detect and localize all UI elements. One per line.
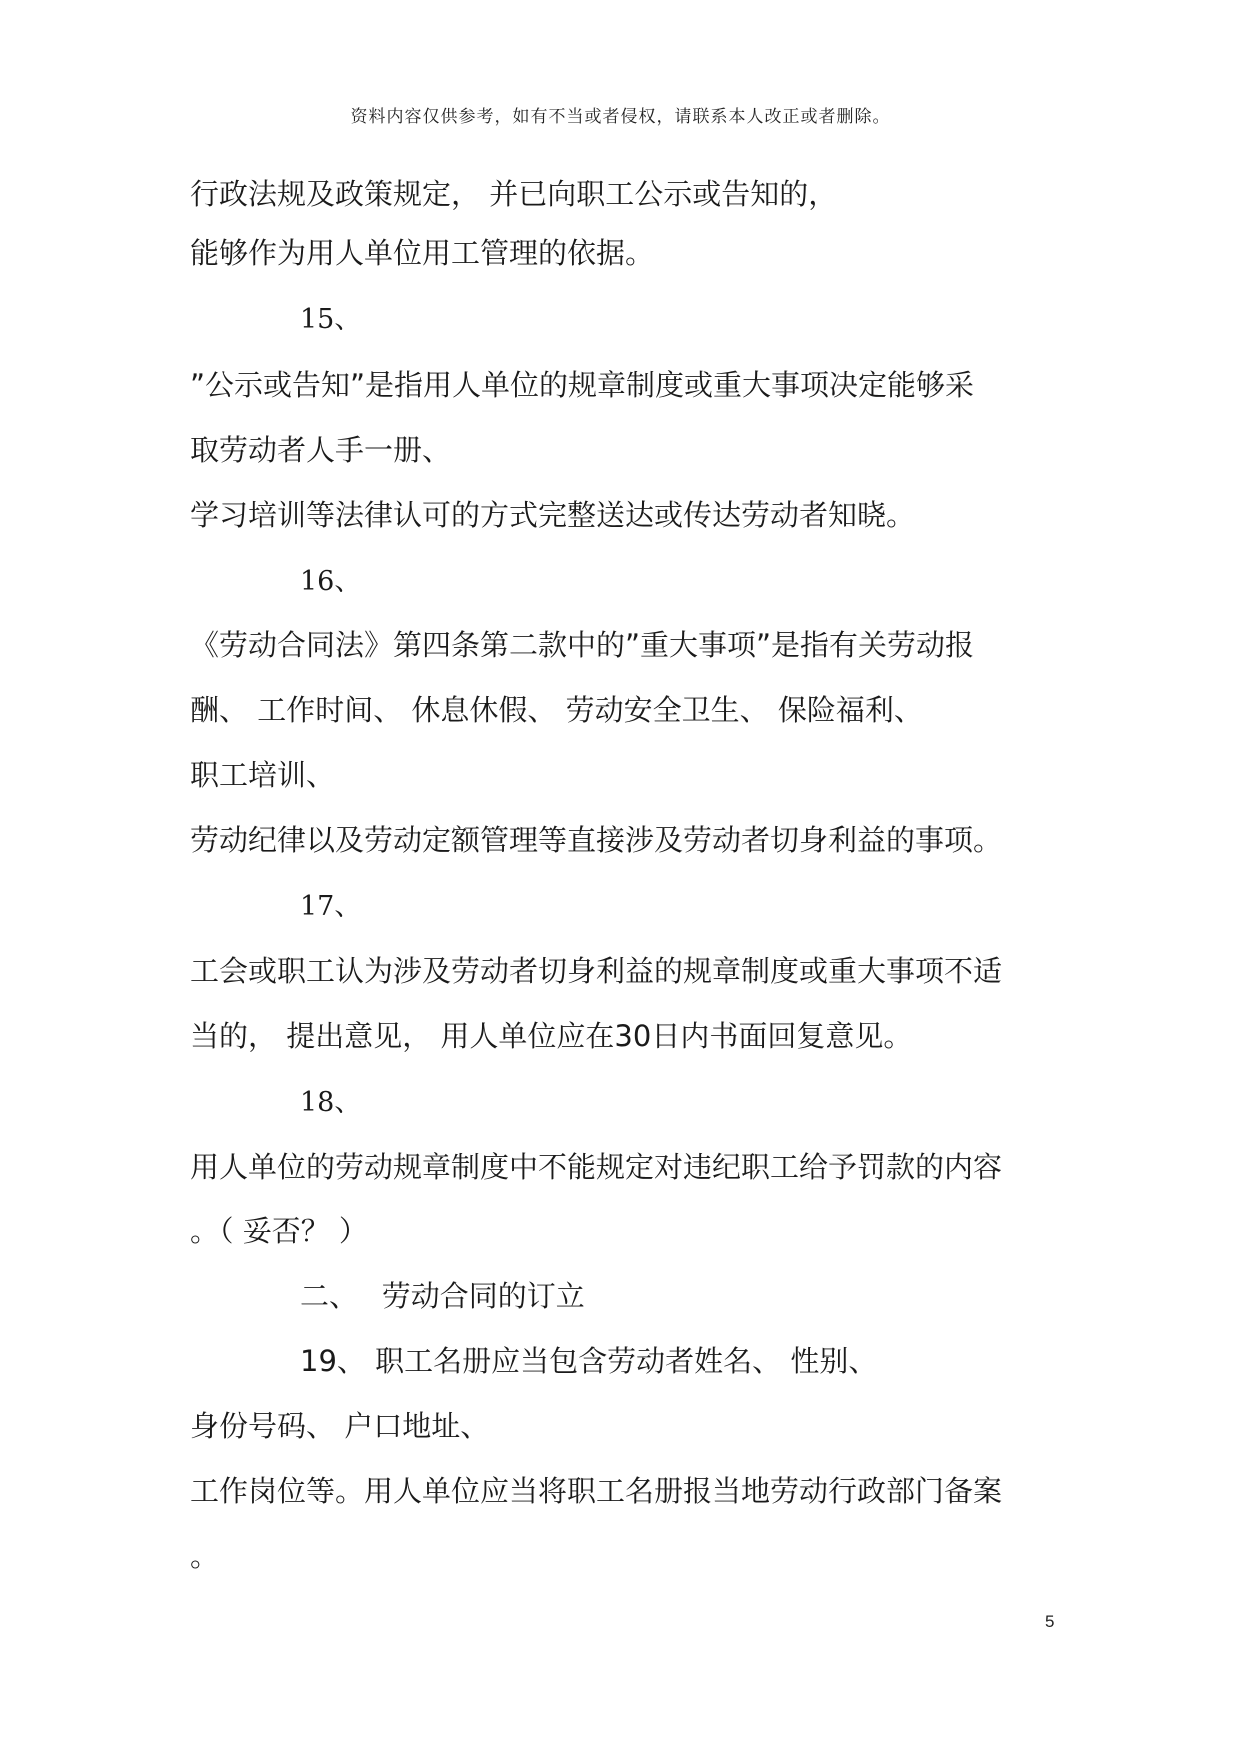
paragraph-line: 身份号码、 户口地址、 (190, 1409, 490, 1443)
page-number: 5 (1045, 1612, 1055, 1631)
paragraph-line: 能够作为用人单位用工管理的依据。 (190, 236, 655, 270)
paragraph-line: 取劳动者人手一册、 (190, 433, 452, 467)
paragraph-line: 《劳动合同法》第四条第二款中的”重大事项”是指有关劳动报 (190, 628, 975, 662)
item-number-15: 15、 (300, 304, 362, 335)
item-number-17: 17、 (300, 891, 362, 922)
item-number-18: 18、 (300, 1087, 362, 1118)
paragraph-line: 劳动纪律以及劳动定额管理等直接涉及劳动者切身利益的事项。 (190, 823, 1003, 857)
paragraph-line: 当的， 提出意见， 用人单位应在30日内书面回复意见。 (190, 1019, 913, 1053)
item-number-16: 16、 (300, 566, 362, 597)
paragraph-line: 酬、 工作时间、 休息休假、 劳动安全卫生、 保险福利、 (190, 693, 923, 727)
section-heading: 二、 劳动合同的订立 (300, 1279, 585, 1313)
paragraph-line: ”公示或告知”是指用人单位的规章制度或重大事项决定能够采 (190, 368, 975, 402)
paragraph-line: 行政法规及政策规定， 并已向职工公示或告知的， (190, 177, 838, 211)
disclaimer-header: 资料内容仅供参考，如有不当或者侵权，请联系本人改正或者删除。 (350, 107, 891, 127)
paragraph-line: 用人单位的劳动规章制度中不能规定对违纪职工给予罚款的内容 (190, 1150, 1003, 1184)
paragraph-line: 职工培训、 (190, 758, 336, 792)
paragraph-line: 。（ 妥否？ ） (190, 1214, 368, 1248)
item-19-line: 19、 职工名册应当包含劳动者姓名、 性别、 (300, 1344, 878, 1378)
paragraph-line: 学习培训等法律认可的方式完整送达或传达劳动者知晓。 (190, 498, 916, 532)
paragraph-line: 工会或职工认为涉及劳动者切身利益的规章制度或重大事项不适 (190, 954, 1003, 988)
paragraph-line: 工作岗位等。用人单位应当将职工名册报当地劳动行政部门备案 (190, 1474, 1003, 1508)
paragraph-line: 。 (190, 1539, 220, 1573)
